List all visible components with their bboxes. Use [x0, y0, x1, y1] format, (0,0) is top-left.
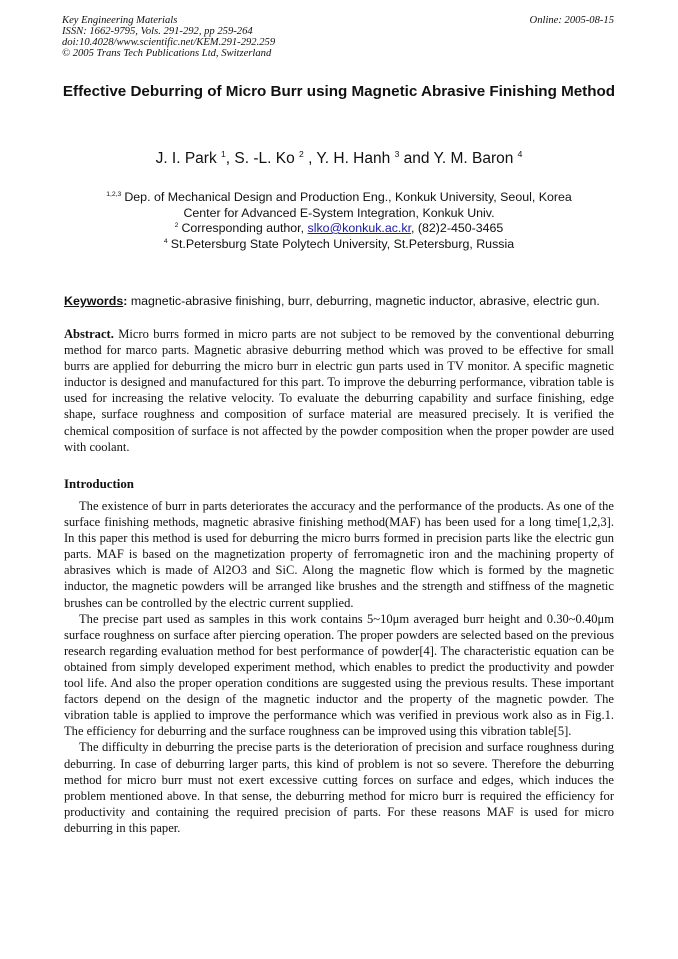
online-date: Online: 2005-08-15	[529, 15, 614, 26]
author-name: S. -L. Ko	[234, 150, 295, 167]
doi-line: doi:10.4028/www.scientific.net/KEM.291-292.259	[62, 37, 276, 48]
abstract	[64, 326, 614, 455]
paragraph: The existence of burr in parts deteriorates the accuracy and the performance of the products. As one of the surface finishing methods, magnetic abrasive finishing method(MAF) has been used for a long time[1,2,3]. In this paper this method is used for deburring the micro burrs formed in precision parts like the electric gun parts. MAF is based on the magnetization property of ferromagnetic iron and the machining property of abrasives which is made of Al2O3 and SiC. Along the magnetic flow which is formed by the magnetic inductor, the magnetic powders will be arranged like brushes and the strength and stiffness of the magnetic brushes can be controlled by the electric current supplied.	[64, 499, 614, 610]
affiliation-sup: 2	[174, 222, 179, 230]
abstract-text: Micro burrs formed in micro parts are not subject to be removed by the conventional deburring method for marco parts. Magnetic abrasive deburring method which was proved to be effective for small burrs are applied for deburring the micro burr in electric gun parts used in TV monitor. A specific magnetic inductor is designed and manufactured for this part. To improve the deburring performance, vibration table is used for increasing the relative velocity. To evaluate the deburring capability and surface finishing, edge shape, surface roughness and composition of surface material are measured precisely. It is verified the chemical composition of surface is not affected by the powder composition when the proper powder are used with coolant.	[64, 327, 614, 454]
affiliation-sup: 1,2,3	[106, 191, 122, 199]
paragraph: The precise part used as samples in this work contains 5~10μm averaged burr height and 0.30~0.40μm surface roughness on surface after piercing operation. The proper powders are selected based on the previous research regarding evaluation method for best performance of powder[4]. The characteristic equation can be obtained from simply developed experiment method, which enables to predict the productivity and powder tool life. And also the proper operation conditions are suggested using the previous results. These important factors depend on the design of the magnetic inductor and the property of the magnetic powder. The vibration table is applied to improve the performance which was verified in previous work also as in Fig.1. The efficiency for deburring and the surface roughness can be improved using this vibration table[5].	[64, 611, 614, 739]
author-sup: 4	[517, 149, 523, 160]
author-name: Y. H. Hanh	[316, 150, 391, 167]
section-heading-introduction: Introduction	[64, 477, 134, 491]
email-link[interactable]: slko@konkuk.ac.kr	[307, 221, 412, 235]
paper-title: Effective Deburring of Micro Burr using Magnetic Abrasive Finishing Method	[62, 83, 616, 100]
corresponding-label: Corresponding author,	[181, 221, 305, 235]
affiliation-1-line2: Center for Advanced E-System Integration, Konkuk Univ.	[183, 206, 495, 220]
keywords-label: Keywords	[64, 294, 124, 308]
author-list: J. I. Park $^1$, S. -L. Ko $^2$ , Y. H. Hanh $^3$ and Y. M. Baron $^4$	[155, 149, 523, 167]
paragraph: The difficulty in deburring the precise parts is the deterioration of precision and surface roughness during deburring. In case of deburring larger parts, this kind of problem is not so severe. Therefore the deburring method for micro burr must not exert excessive cutting forces on surface and edges, which induces the problem mentioned above. In that sense, the deburring method for micro burr is required the efficiency for productivity and containing the required precision of parts. For these reasons MAF is used for micro deburring in this paper.	[64, 740, 614, 835]
journal-name: Key Engineering Materials	[62, 15, 178, 26]
affiliation-sup: 4	[163, 238, 168, 246]
introduction-body	[64, 498, 614, 836]
copyright-line: © 2005 Trans Tech Publications Ltd, Switzerland	[62, 48, 272, 59]
phone-number: , (82)2-450-3465	[411, 221, 504, 235]
author-sup: 3	[394, 149, 400, 160]
affiliation-1	[62, 190, 616, 206]
issn-line: ISSN: 1662-9795, Vols. 291-292, pp 259-264	[62, 26, 253, 37]
keywords: Keywords: magnetic-abrasive finishing, burr, deburring, magnetic inductor, abrasive, electric gun.	[64, 294, 600, 308]
journal-header	[62, 15, 275, 59]
affiliation-2	[62, 221, 616, 237]
abstract-label: Abstract.	[64, 327, 114, 341]
author-name: Y. M. Baron	[433, 150, 514, 167]
author-sup: 1	[221, 149, 226, 160]
author-name: J. I. Park	[155, 150, 217, 167]
author-sup: 2	[299, 149, 304, 160]
affiliation-4	[62, 237, 616, 253]
affiliation-text: St.Petersburg State Polytech University, St.Petersburg, Russia	[170, 237, 515, 251]
affiliation-text: Dep. of Mechanical Design and Production Eng., Konkuk University, Seoul, Korea	[124, 190, 572, 204]
keywords-text: magnetic-abrasive finishing, burr, deburring, magnetic inductor, abrasive, electric gun.	[130, 294, 600, 308]
